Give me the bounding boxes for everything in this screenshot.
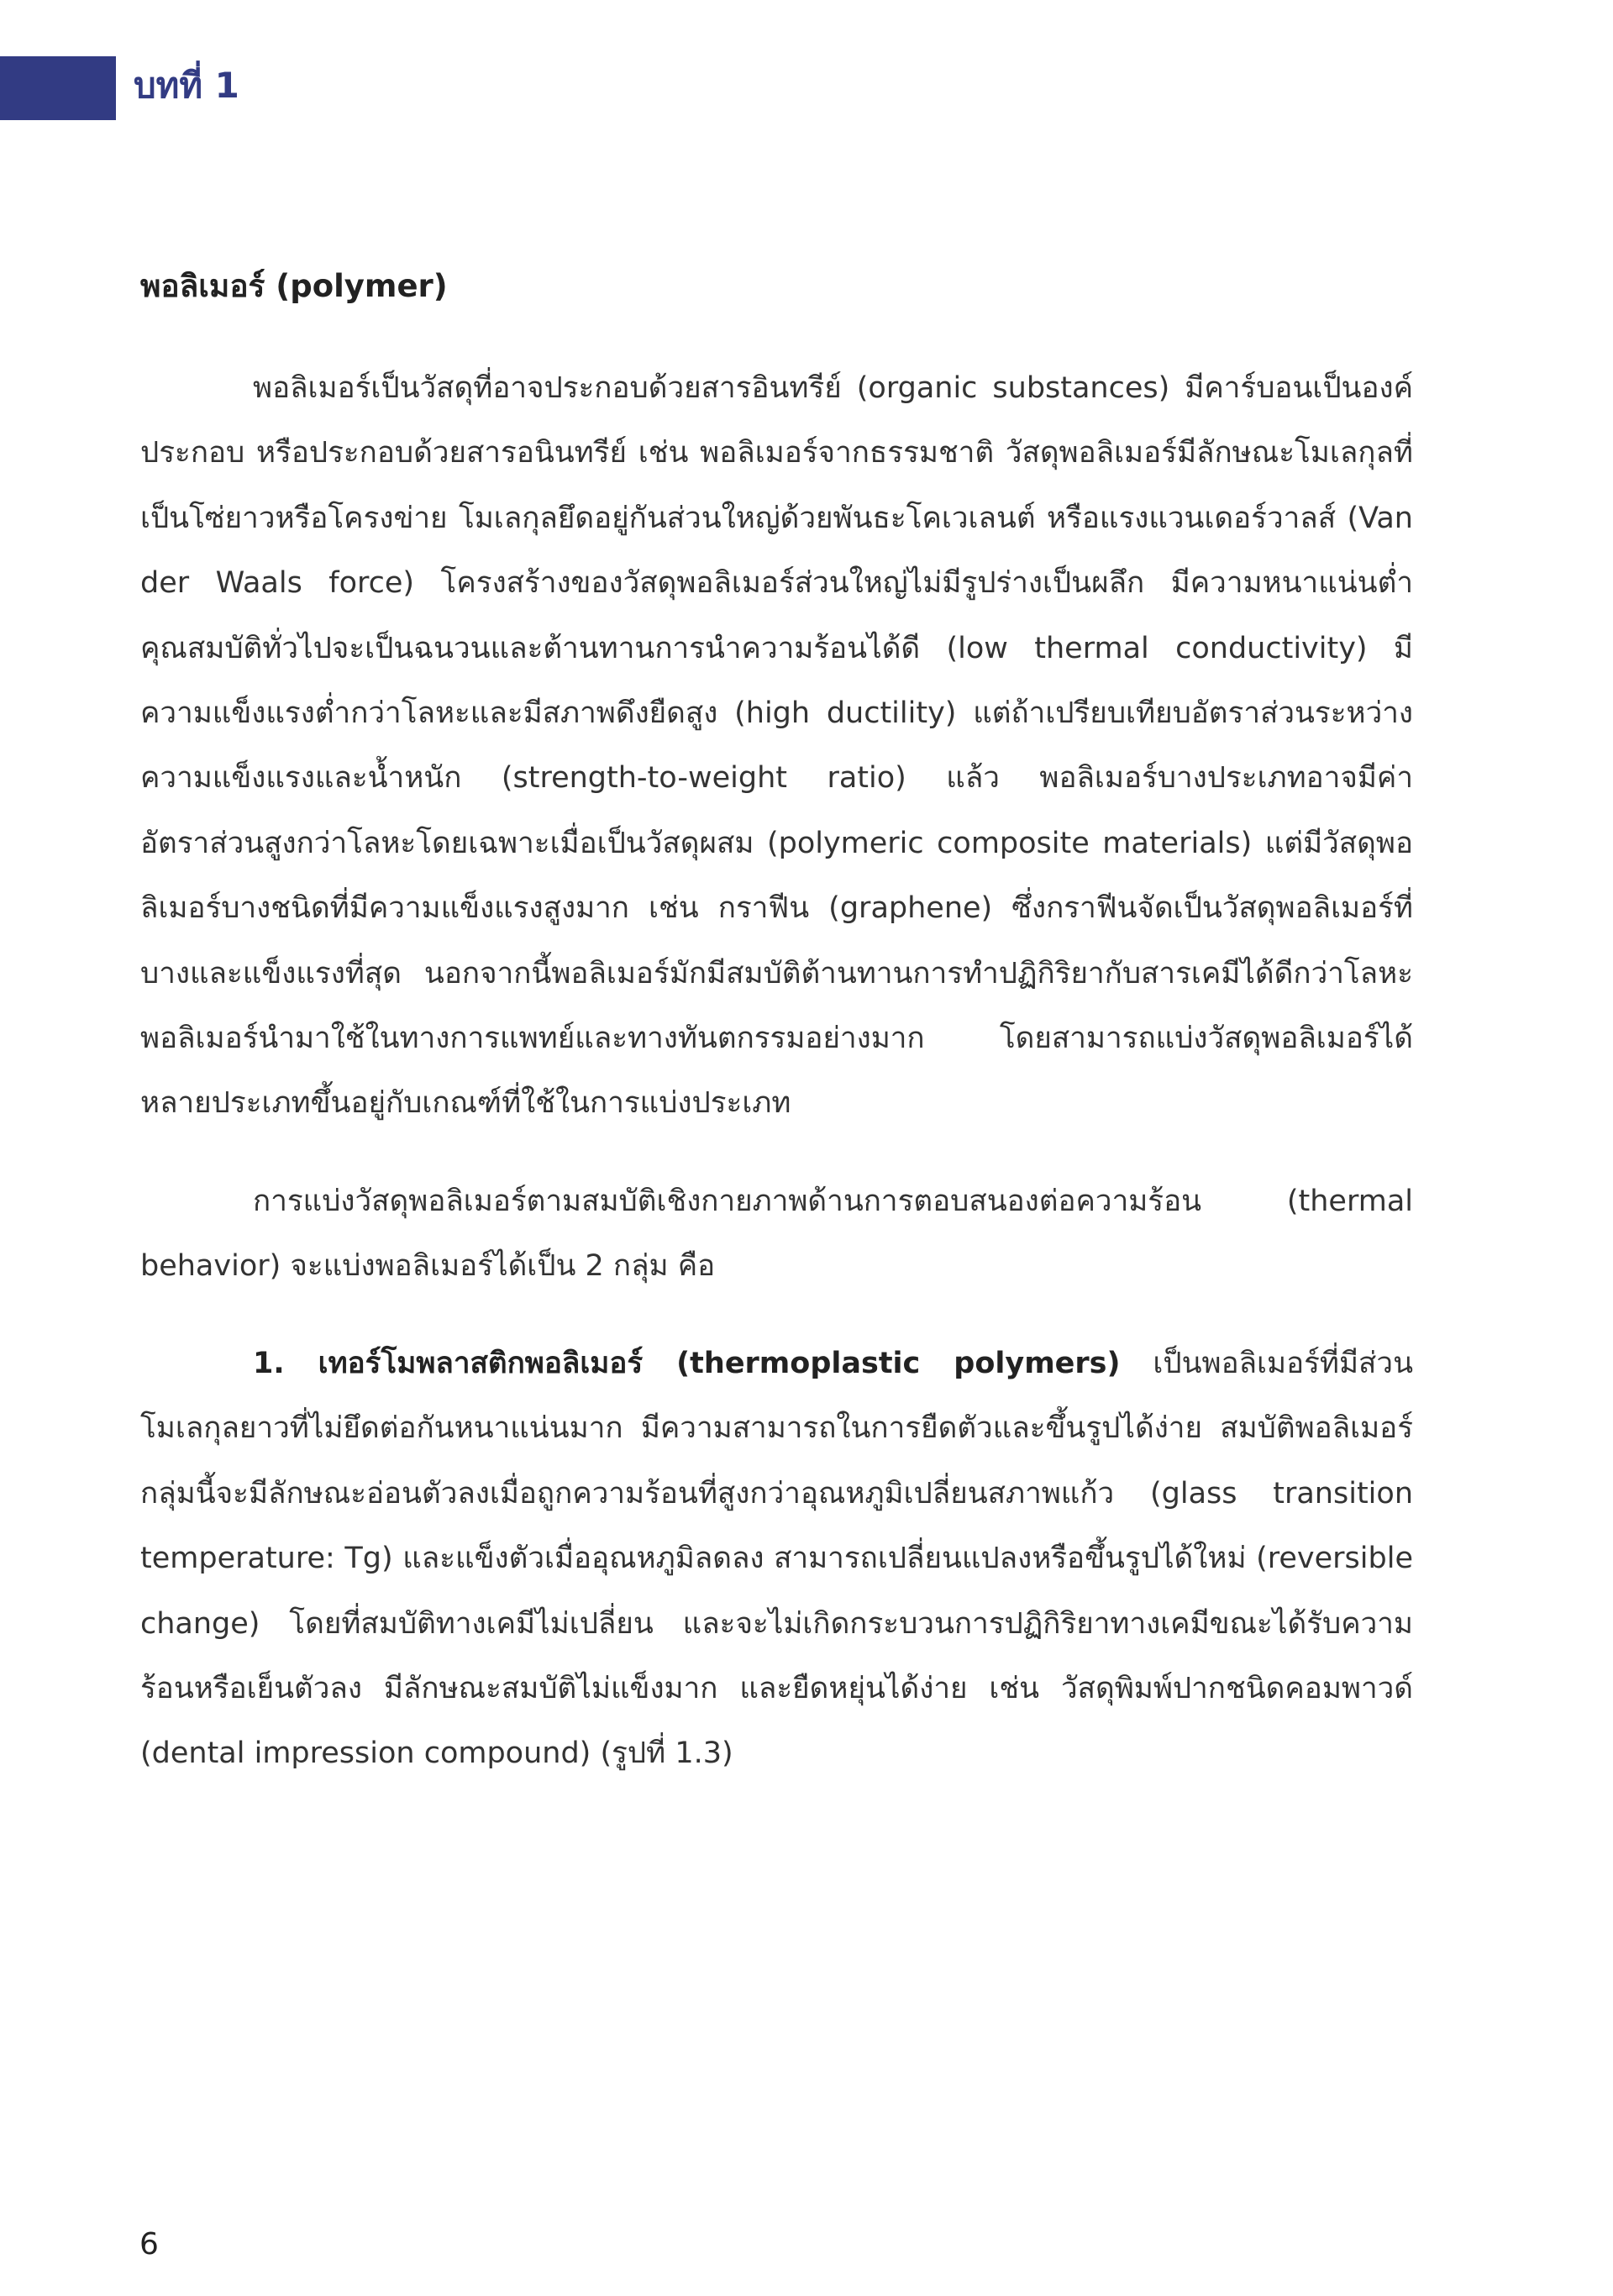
page-number: 6	[139, 2227, 159, 2262]
body-paragraph-3	[140, 1332, 1413, 1787]
section-title: พอลิเมอร์ (polymer)	[140, 268, 448, 304]
chapter-title: บทที่ 1	[134, 65, 239, 106]
body-paragraph-1: พอลิเมอร์เป็นวัสดุที่อาจประกอบด้วยสารอินทรีย์ (organic substances) มีคาร์บอนเป็นองค์ประกอบ หรือประกอบด้วยสารอนินทรีย์ เช่น พอลิเมอร์จากธรรมชาติ วัสดุพอลิเมอร์มีลักษณะโมเลกุลที่เป็นโซ่ยาวหรือโครงข่าย โมเลกุลยึดอยู่กันส่วนใหญ่ด้วยพันธะโคเวเลนต์ หรือแรงแวนเดอร์วาลส์ (Van der Waals force) โครงสร้างของวัสดุพอลิเมอร์ส่วนใหญ่ไม่มีรูปร่างเป็นผลึก มีความหนาแน่นต่ำ คุณสมบัติทั่วไปจะเป็นฉนวนและต้านทานการนำความร้อนได้ดี (low thermal conductivity) มีความแข็งแรงต่ำกว่าโลหะและมีสภาพดึงยืดสูง (high ductility) แต่ถ้าเปรียบเทียบอัตราส่วนระหว่างความแข็งแรงและน้ำหนัก (strength-to-weight ratio) แล้ว พอลิเมอร์บางประเภทอาจมีค่าอัตราส่วนสูงกว่าโลหะโดยเฉพาะเมื่อเป็นวัสดุผสม (polymeric composite materials) แต่มีวัสดุพอลิเมอร์บางชนิดที่มีความแข็งแรงสูงมาก เช่น กราฟีน (graphene) ซึ่งกราฟีนจัดเป็นวัสดุพอลิเมอร์ที่บางและแข็งแรงที่สุด นอกจากนี้พอลิเมอร์มักมีสมบัติต้านทานการทำปฏิกิริยากับสารเคมีได้ดีกว่าโลหะ พอลิเมอร์นำมาใช้ในทางการแพทย์และทางทันตกรรมอย่างมาก โดยสามารถแบ่งวัสดุพอลิเมอร์ได้หลายประเภทขึ้นอยู่กับเกณฑ์ที่ใช้ในการแบ่งประเภท	[140, 371, 1413, 1121]
thermoplastic-description: เป็นพอลิเมอร์ที่มีส่วนโมเลกุลยาวที่ไม่ยึดต่อกันหนาแน่นมาก มีความสามารถในการยืดตัวและขึ้นรูปได้ง่าย สมบัติพอลิเมอร์กลุ่มนี้จะมีลักษณะอ่อนตัวลงเมื่อถูกความร้อนที่สูงกว่าอุณหภูมิเปลี่ยนสภาพแก้ว (glass transition temperature: Tg) และแข็งตัวเมื่ออุณหภูมิลดลง สามารถเปลี่ยนแปลงหรือขึ้นรูปได้ใหม่ (reversible change) โดยที่สมบัติทางเคมีไม่เปลี่ยน และจะไม่เกิดกระบวนการปฏิกิริยาทางเคมีขณะได้รับความร้อนหรือเย็นตัวลง มีลักษณะสมบัติไม่แข็งมาก และยืดหยุ่นได้ง่าย เช่น วัสดุพิมพ์ปากชนิดคอมพาวด์ (dental impression compound) (รูปที่ 1.3)	[140, 1347, 1413, 1771]
body-paragraph-2: การแบ่งวัสดุพอลิเมอร์ตามสมบัติเชิงกายภาพด้านการตอบสนองต่อความร้อน (thermal behavior) จะแบ่งพอลิเมอร์ได้เป็น 2 กลุ่ม คือ	[140, 1185, 1413, 1284]
thermoplastic-heading: 1. เทอร์โมพลาสติกพอลิเมอร์ (thermoplastic polymers)	[253, 1347, 1121, 1380]
chapter-accent-bar	[0, 56, 116, 120]
